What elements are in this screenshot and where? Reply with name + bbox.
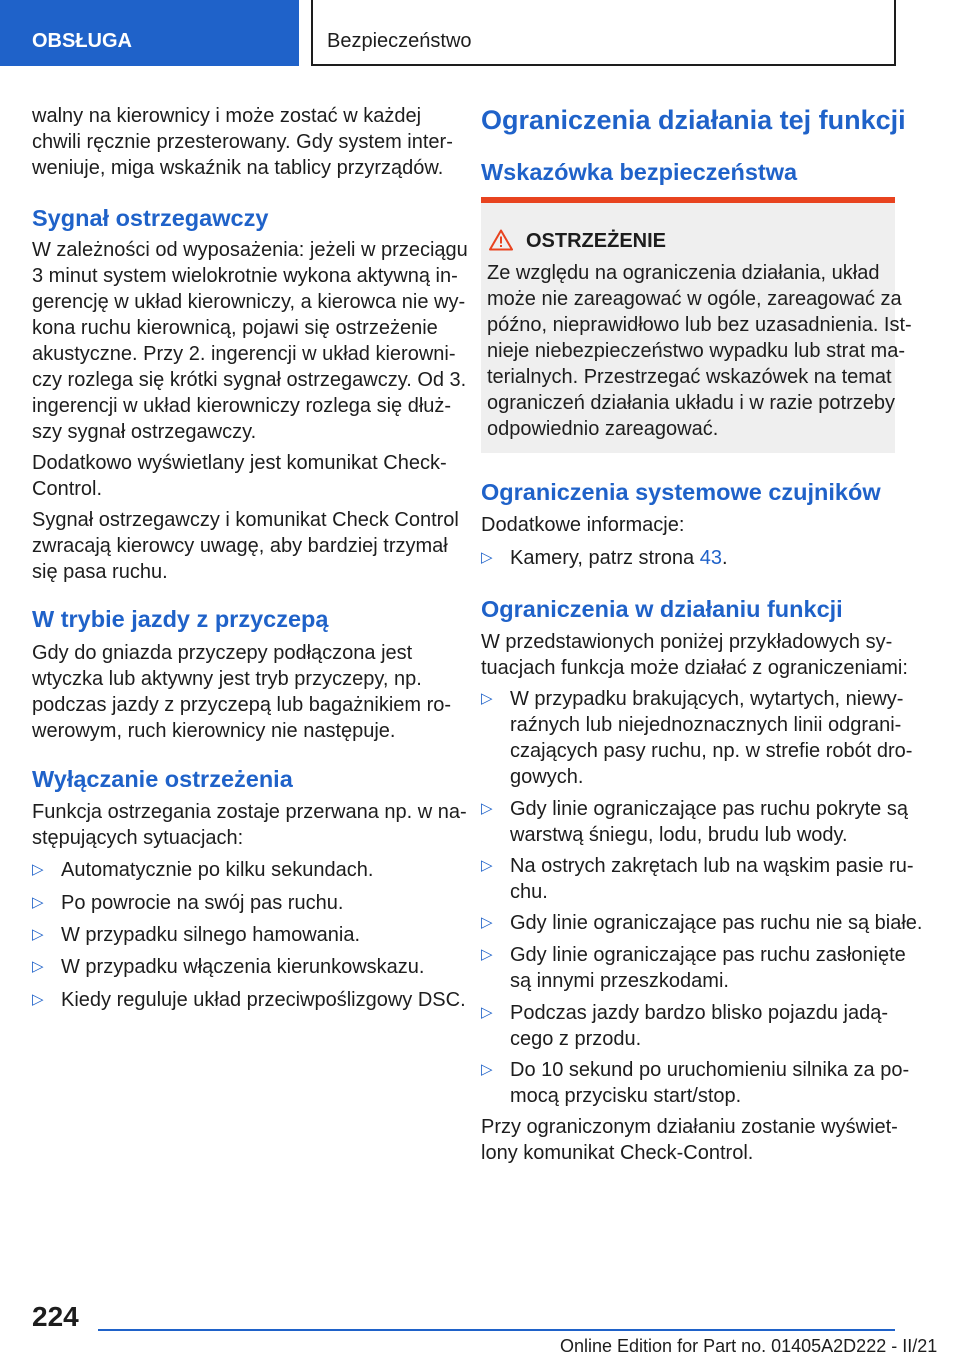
list-item-line: Gdy linie ograniczające pas ruchu pokryte są: [510, 798, 908, 820]
warning-off-heading: Wyłączanie ostrzeżenia: [32, 766, 293, 792]
section-label: OBSŁUGA: [32, 30, 132, 52]
bullet-icon: ▷: [481, 1061, 493, 1078]
trailer-text-line: wtyczka lub aktywny jest tryb przyczepy, np.: [32, 668, 422, 690]
topic-box: [311, 0, 896, 66]
trailer-heading: W trybie jazdy z przyczepą: [32, 606, 329, 632]
main-heading: Ograniczenia działania tej funkcji: [481, 105, 906, 135]
list-item: W przypadku silnego hamowania.: [61, 924, 361, 946]
signal-text-line: szy sygnał ostrzegawczy.: [32, 421, 257, 443]
signal-text-line: 3 minut system wielokrotnie wykona aktywną in‐: [32, 265, 458, 287]
list-item-line: Na ostrych zakrętach lub na wąskim pasie ru‐: [510, 855, 914, 877]
list-item-line: są innymi przeszkodami.: [510, 970, 729, 992]
bullet-icon: ▷: [481, 800, 493, 817]
closing-line: Przy ograniczonym działaniu zostanie wyświet‐: [481, 1116, 898, 1138]
bullet-icon: ▷: [481, 946, 493, 963]
bullet-icon: ▷: [481, 857, 493, 874]
list-item-line: cego z przodu.: [510, 1028, 642, 1050]
list-item-line: Podczas jazdy bardzo blisko pojazdu jadą‐: [510, 1002, 888, 1024]
warning-off-text-line: stępujących sytuacjach:: [32, 827, 244, 849]
sensors-item-suffix: .: [721, 547, 728, 569]
warning-text-line: odpowiednio zareagować.: [487, 418, 719, 440]
warning-text-line: nieje niebezpieczeństwo wypadku lub strat ma‐: [487, 340, 905, 362]
list-item: W przypadku włączenia kierunkowskazu.: [61, 956, 425, 978]
topic-label: Bezpieczeństwo: [327, 30, 472, 52]
intro-line: walny na kierownicy i może zostać w każdej: [32, 105, 422, 127]
trailer-text-line: podczas jazdy z przyczepą lub bagażnikiem ro‐: [32, 694, 452, 716]
signal-text-line: gerencję w układ kierowniczy, a kierowca nie wy‐: [32, 291, 466, 313]
signal-text-line: kona ruchu kierownicą, pojawi się ostrzeżenie: [32, 317, 438, 339]
warning-title: OSTRZEŻENIE: [526, 230, 667, 252]
section-tab: [0, 0, 299, 66]
warning-triangle-icon: [489, 229, 513, 251]
bullet-icon: ▷: [32, 861, 44, 878]
signal-heading: Sygnał ostrzegawczy: [32, 205, 269, 231]
warning-text-line: ograniczeń działania układu i w razie potrzeby: [487, 392, 896, 414]
warning-box: [481, 197, 912, 453]
intro-line: chwili ręcznie przesterowany. Gdy system inter‐: [32, 131, 453, 153]
bullet-icon: ▷: [32, 926, 44, 943]
function-intro-line: W przedstawionych poniżej przykładowych sy‐: [481, 631, 893, 653]
trailer-text-line: Gdy do gniazda przyczepy podłączona jest: [32, 642, 413, 664]
signal-text-line: się pasa ruchu.: [32, 561, 168, 583]
list-item-line: czających pasy ruchu, np. w strefie robót dro‐: [510, 740, 913, 762]
list-item-line: raźnych lub niejednoznacznych linii odgrani‐: [510, 714, 902, 736]
signal-text-line: akustyczne. Przy 2. ingerencji w układ kierowni‐: [32, 343, 456, 365]
signal-text-line: Control.: [32, 478, 103, 500]
signal-text-line: ingerencji w układ kierowniczy rozlega się dłuż‐: [32, 395, 452, 417]
warning-text-line: późno, nieprawidłowo lub bez uzasadnienia. Ist‐: [487, 314, 912, 336]
bullet-icon: ▷: [32, 958, 44, 975]
sensors-list-item: [510, 545, 728, 571]
warning-text-line: Ze względu na ograniczenia działania, układ: [487, 262, 880, 284]
signal-text-line: Dodatkowo wyświetlany jest komunikat Check-: [32, 452, 447, 474]
bullet-icon: ▷: [481, 690, 493, 707]
list-item-line: Gdy linie ograniczające pas ruchu nie są białe.: [510, 912, 923, 934]
closing-line: lony komunikat Check-Control.: [481, 1142, 754, 1164]
list-item-line: warstwą śniegu, lodu, brudu lub wody.: [510, 824, 848, 846]
signal-text-line: zwracają kierowcy uwagę, aby bardziej trzymał: [32, 535, 448, 557]
page-number: 224: [32, 1301, 79, 1332]
list-item-line: mocą przycisku start/stop.: [510, 1085, 742, 1107]
signal-text-line: czy rozlega się krótki sygnał ostrzegawczy. Od 3.: [32, 369, 467, 391]
safety-heading: Wskazówka bezpieczeństwa: [481, 159, 798, 185]
warning-text-line: może nie zareagować w ogóle, zareagować za: [487, 288, 902, 310]
list-item: Kiedy reguluje układ przeciwpoślizgowy DSC.: [61, 989, 466, 1011]
list-item-line: gowych.: [510, 766, 584, 788]
list-item-line: chu.: [510, 881, 548, 903]
sensors-heading: Ograniczenia systemowe czujników: [481, 479, 881, 505]
list-item: Automatycznie po kilku sekundach.: [61, 859, 374, 881]
signal-text-line: Sygnał ostrzegawczy i komunikat Check Control: [32, 509, 459, 531]
sensors-intro: Dodatkowe informacje:: [481, 514, 685, 536]
intro-line: weniuje, miga wskaźnik na tablicy przyrządów.: [32, 157, 444, 179]
bullet-icon: ▷: [32, 991, 44, 1008]
list-item-line: Do 10 sekund po uruchomieniu silnika za po‐: [510, 1059, 910, 1081]
function-limits-heading: Ograniczenia w działaniu funkcji: [481, 596, 843, 622]
function-intro-line: tuacjach funkcja może działać z ograniczeniami:: [481, 657, 908, 679]
list-item-line: Gdy linie ograniczające pas ruchu zasłonięte: [510, 944, 906, 966]
signal-text-line: W zależności od wyposażenia: jeżeli w przeciągu: [32, 239, 468, 261]
page-link[interactable]: 43: [699, 547, 722, 569]
page-header: [0, 0, 960, 66]
list-item-line: W przypadku brakujących, wytartych, niewy‐: [510, 688, 904, 710]
edition-note: Online Edition for Part no. 01405A2D222 - II/21: [560, 1336, 938, 1356]
list-item: Po powrocie na swój pas ruchu.: [61, 892, 344, 914]
bullet-icon: ▷: [481, 1004, 493, 1021]
bullet-icon: ▷: [481, 549, 493, 566]
warning-off-text-line: Funkcja ostrzegania zostaje przerwana np. w na‐: [32, 801, 467, 823]
bullet-icon: ▷: [32, 894, 44, 911]
footer-divider: [98, 1329, 895, 1331]
bullet-icon: ▷: [481, 914, 493, 931]
trailer-text-line: werowym, ruch kierownicy nie następuje.: [32, 720, 396, 742]
warning-text-line: terialnych. Przestrzegać wskazówek na temat: [487, 366, 892, 388]
sensors-item-text: Kamery, patrz strona: [510, 547, 700, 569]
